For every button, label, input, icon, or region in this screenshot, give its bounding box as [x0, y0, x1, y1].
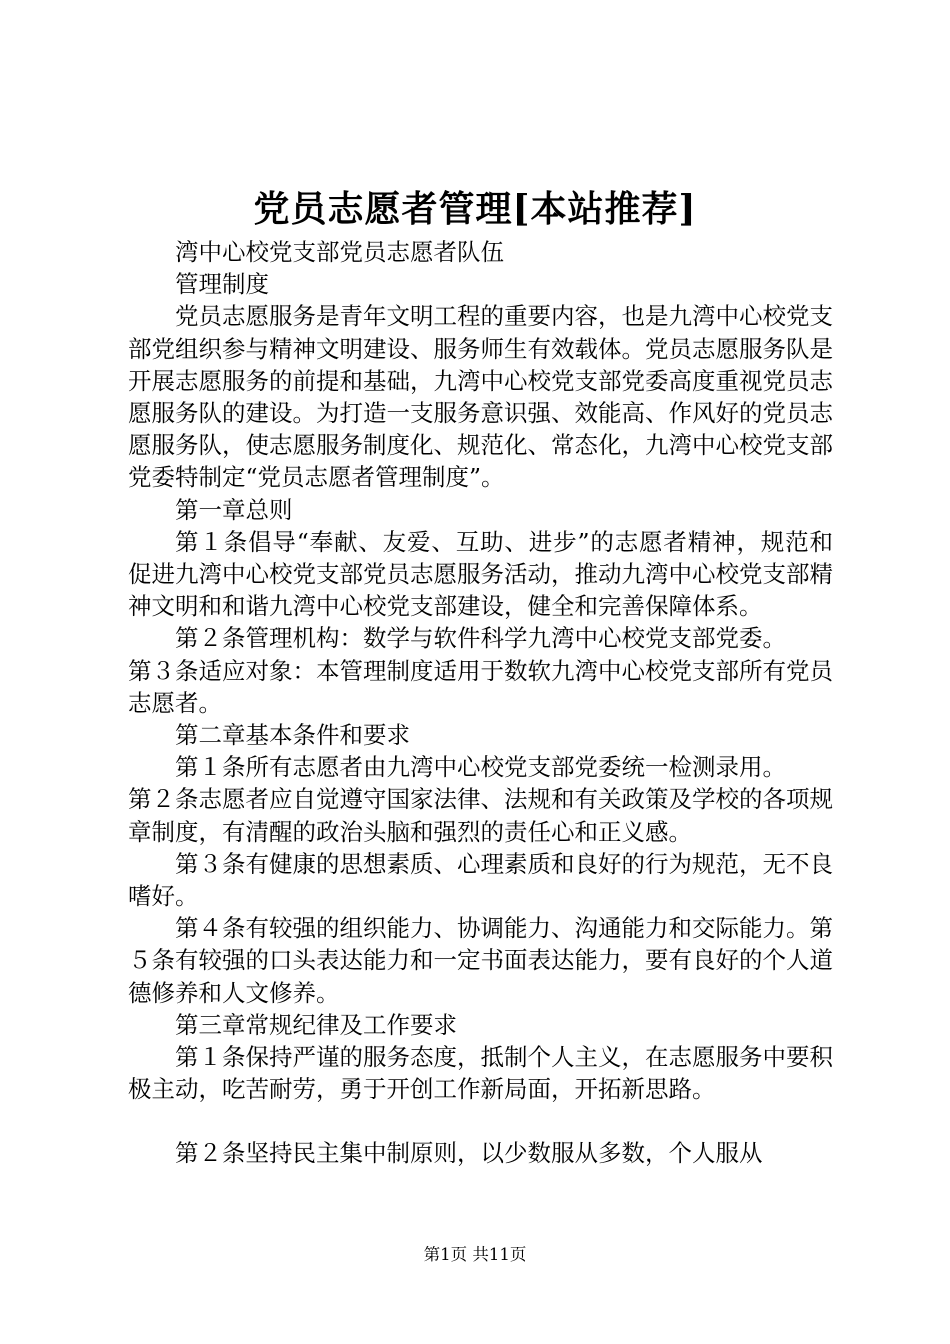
chapter-3-heading: 第三章常规纪律及工作要求: [175, 1010, 457, 1039]
chapter-1-article-3: 第３条适应对象：本管理制度适用于数软九湾中心校党支部所有党员志愿者。: [128, 656, 833, 717]
page-indicator: 第1页 共11页: [423, 1245, 527, 1264]
chapter-2-article-1: 第１条所有志愿者由九湾中心校党支部党委统一检测录用。: [175, 753, 786, 782]
paragraph-team-name: 湾中心校党支部党员志愿者队伍: [175, 238, 504, 266]
document-body: [128, 236, 833, 1170]
chapter-2-article-4-5: 第４条有较强的组织能力、协调能力、沟通能力和交际能力。第５条有较强的口头表达能力和一定书面表达能力，要有良好的个人道德修养和人文修养。: [128, 914, 833, 1007]
paragraph-gap: [128, 1105, 833, 1137]
chapter-2-heading: 第二章基本条件和要求: [175, 721, 410, 750]
chapter-3-article-2: 第２条坚持民主集中制原则，以少数服从多数，个人服从: [175, 1139, 763, 1168]
chapter-2-article-3: 第３条有健康的思想素质、心理素质和良好的行为规范，无不良嗜好。: [128, 849, 833, 911]
chapter-3-article-1: 第１条保持严谨的服务态度，抵制个人主义，在志愿服务中要积极主动，吃苦耐劳，勇于开创工作新局面，开拓新思路。: [128, 1043, 833, 1104]
chapter-1-article-1: 第１条倡导“奉献、友爱、互助、进步”的志愿者精神，规范和促进九湾中心校党支部党员志愿服务活动，推动九湾中心校党支部精神文明和和谐九湾中心校党支部建设，健全和完善保障体系。: [128, 527, 833, 621]
chapter-1-article-2: 第２条管理机构：数学与软件科学九湾中心校党支部党委。: [175, 624, 786, 653]
chapter-2-article-2: 第２条志愿者应自觉遵守国家法律、法规和有关政策及学校的各项规章制度，有清醒的政治头脑和强烈的责任心和正义感。: [128, 785, 833, 846]
paragraph-subtitle: 管理制度: [175, 270, 269, 299]
paragraph-intro: 党员志愿服务是青年文明工程的重要内容，也是九湾中心校党支部党组织参与精神文明建设、服务师生有效载体。党员志愿服务队是开展志愿服务的前提和基础，九湾中心校党支部党委高度重视党员志愿服务队的建设。为打造一支服务意识强、效能高、作风好的党员志愿服务队，使志愿服务制度化、规范化、常态化，九湾中心校党支部党委特制定“党员志愿者管理制度”。: [128, 302, 833, 492]
document-title: 党员志愿者管理[本站推荐]: [253, 188, 697, 230]
chapter-1-heading: 第一章总则: [175, 495, 293, 524]
